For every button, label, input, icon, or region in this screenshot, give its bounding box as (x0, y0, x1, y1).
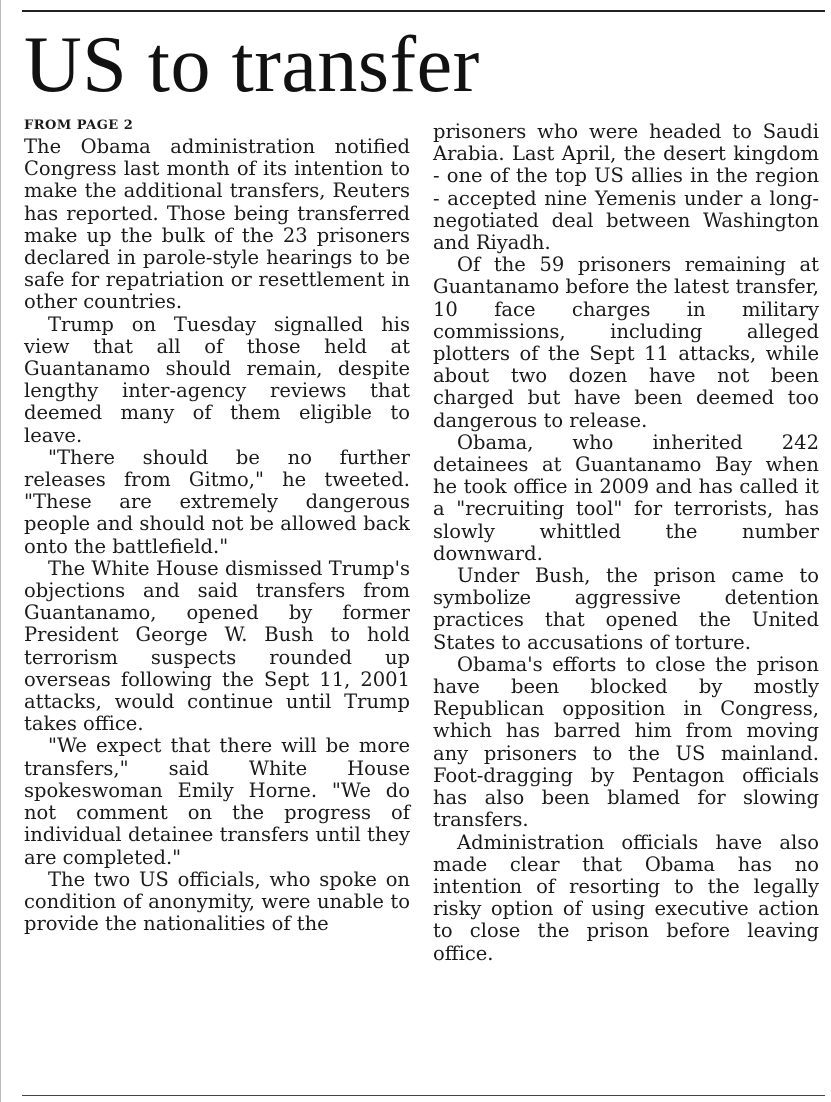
paragraph: Trump on Tuesday signalled his view that all of those held at Guantanamo should remain, despite lengthy inter-agency reviews that deemed many of them eligible to leave. (24, 312, 410, 447)
right-column (433, 121, 819, 965)
headline: US to transfer (24, 21, 480, 109)
paragraph: Administration officials have also made clear that Obama has no intention of resorting to the legally risky option of using executive action to close the prison before leaving office. (433, 830, 819, 965)
paragraph: The Obama administration notified Congress last month of its intention to make the additional transfers, Reuters has reported. Those being transferred make up the bulk of the 23 prisoners declared in parole-style hearings to be safe for repatriation or resettlement in other countries. (24, 135, 410, 314)
bottom-rule (22, 1095, 825, 1096)
dateline: FROM PAGE 2 (24, 118, 134, 133)
left-column (24, 116, 410, 935)
paragraph: The White House dismissed Trump's objections and said transfers from Guantanamo, opened by former President George W. Bush to hold terrorism suspects rounded up overseas following the Sept 11, 2001 attacks, would continue until Trump takes office. (24, 556, 410, 736)
paragraph: "There should be no further releases from Gitmo," he tweeted. "These are extremely dangerous people and should not be allowed back onto the battlefield." (24, 445, 410, 558)
paragraph: Under Bush, the prison came to symbolize aggressive detention practices that opened the United States to accusations of torture. (433, 564, 819, 654)
paragraph: Obama, who inherited 242 detainees at Guantanamo Bay when he took office in 2009 and has called it a "recruiting tool" for terrorists, has slowly whittled the number downward. (433, 430, 819, 565)
paragraph: Of the 59 prisoners remaining at Guantanamo before the latest transfer, 10 face charges in military commissions, including alleged plotters of the Sept 11 attacks, while about two dozen have not been charged but have been deemed too dangerous to release. (433, 253, 819, 432)
page-edge-rule (0, 0, 1, 1102)
paragraph: prisoners who were headed to Saudi Arabia. Last April, the desert kingdom - one of the top US allies in the region - accepted nine Yemenis under a long-negotiated deal between Washington and Riyadh. (433, 120, 819, 255)
paragraph: "We expect that there will be more transfers," said White House spokeswoman Emily Horne. "We do not comment on the progress of individual detainee transfers until they are completed." (24, 734, 410, 869)
paragraph: The two US officials, who spoke on condition of anonymity, were unable to provide the nationalities of the (24, 867, 410, 936)
paragraph: Obama's efforts to close the prison have been blocked by mostly Republican opposition in Congress, which has barred him from moving any prisoners to the US mainland. Foot-dragging by Pentagon officials has also been blamed for slowing transfers. (433, 652, 819, 832)
top-rule (22, 10, 825, 12)
